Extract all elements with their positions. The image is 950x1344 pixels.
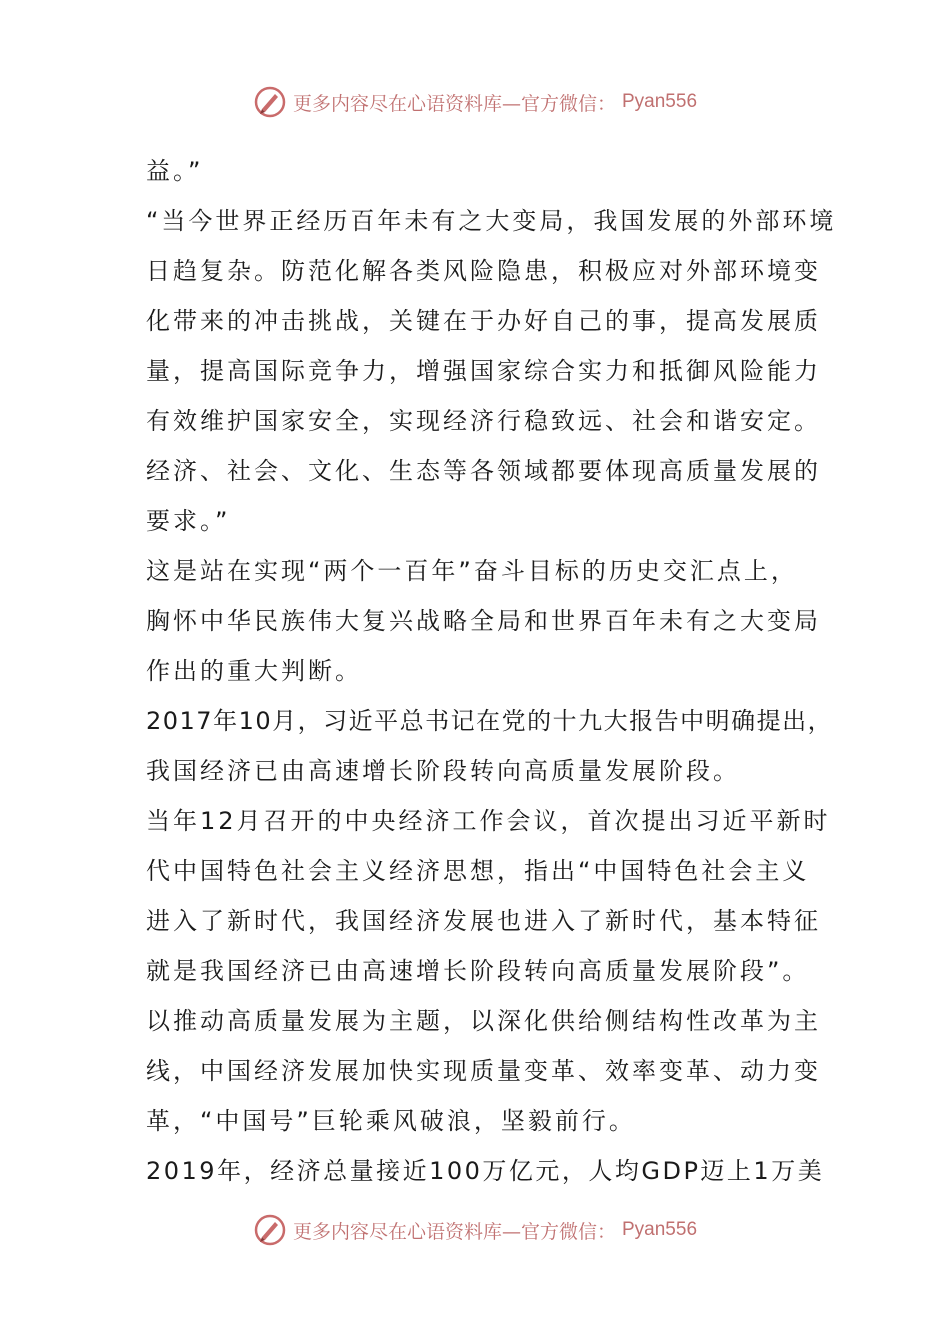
- body-line: 当年12月召开的中央经济工作会议，首次提出习近平新时: [146, 807, 831, 835]
- body-line: 化带来的冲击挑战，关键在于办好自己的事，提高发展质: [146, 307, 821, 335]
- body-line: 就是我国经济已由高速增长阶段转向高质量发展阶段”。: [146, 957, 810, 985]
- body-line: 胸怀中华民族伟大复兴战略全局和世界百年未有之大变局: [146, 607, 821, 635]
- body-line: 革，“中国号”巨轮乘风破浪，坚毅前行。: [146, 1107, 636, 1135]
- body-line: 线，中国经济发展加快实现质量变革、效率变革、动力变: [146, 1057, 821, 1085]
- body-line: 我国经济已由高速增长阶段转向高质量发展阶段。: [146, 757, 740, 785]
- body-line: 以推动高质量发展为主题，以深化供给侧结构性改革为主: [146, 1007, 821, 1035]
- header-banner-text: 更多内容尽在心语资料库—官方微信：: [292, 92, 616, 115]
- body-line: 要求。”: [146, 507, 231, 535]
- footer-banner: [0, 1208, 950, 1252]
- footer-wechat-id: Pyan556: [622, 1219, 698, 1240]
- header-banner: [0, 80, 950, 124]
- body-line: 有效维护国家安全，实现经济行稳致远、社会和谐安定。: [146, 407, 821, 435]
- body-line: 量，提高国际竞争力，增强国家综合实力和抵御风险能力: [146, 357, 821, 385]
- body-line: 2019年，经济总量接近100万亿元，人均GDP迈上1万美: [146, 1157, 825, 1185]
- body-line: 日趋复杂。防范化解各类风险隐患，积极应对外部环境变: [146, 257, 821, 285]
- body-line: 2017年10月，习近平总书记在党的十九大报告中明确提出，: [146, 707, 834, 735]
- body-line: 代中国特色社会主义经济思想，指出“中国特色社会主义: [146, 857, 810, 885]
- header-wechat-id: Pyan556: [622, 91, 698, 112]
- pen-logo-icon: [253, 85, 287, 119]
- pen-logo-icon: [253, 1213, 287, 1247]
- body-line: 进入了新时代，我国经济发展也进入了新时代，基本特征: [146, 907, 821, 935]
- body-line: 作出的重大判断。: [146, 657, 362, 685]
- document-body: [146, 146, 837, 1196]
- body-line: 益。”: [146, 157, 204, 185]
- body-line: “当今世界正经历百年未有之大变局，我国发展的外部环境: [146, 207, 837, 235]
- body-line: 这是站在实现“两个一百年”奋斗目标的历史交汇点上，: [146, 557, 798, 585]
- body-line: 经济、社会、文化、生态等各领域都要体现高质量发展的: [146, 457, 821, 485]
- footer-banner-text: 更多内容尽在心语资料库—官方微信：: [292, 1220, 616, 1243]
